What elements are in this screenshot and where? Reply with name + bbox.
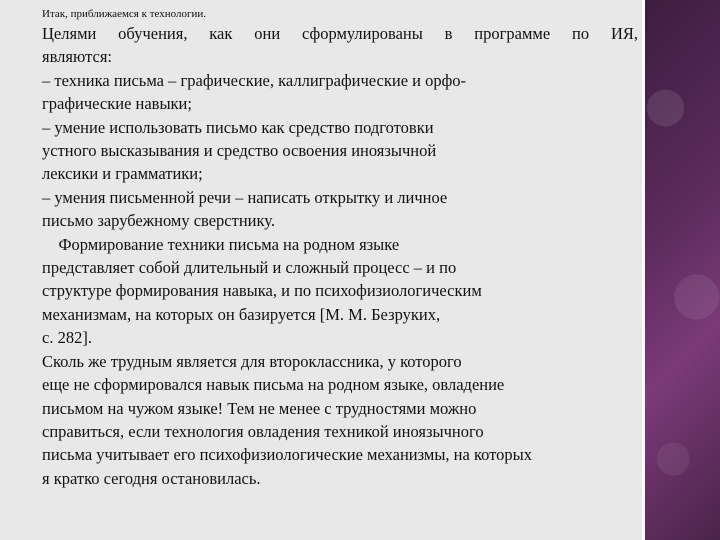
text-line: письмо зарубежному сверстнику. — [42, 211, 276, 231]
text-line: представляет собой длительный и сложный процесс – и по — [42, 258, 457, 278]
text-line: лексики и грамматики; — [42, 164, 203, 184]
text-line: структуре формирования навыка, и по психофизиологическим — [42, 281, 482, 301]
text-line: – техника письма – графические, каллиграфические и орфо- — [42, 70, 467, 90]
text-line: я кратко сегодня остановилась. — [42, 468, 261, 488]
text-line: Сколь же трудным является для второклассника, у которого — [42, 351, 462, 371]
text-line: Целями обучения, как они сформулированы в программе по ИЯ, — [42, 24, 638, 43]
text-line: Формирование техники письма на родном языке — [42, 234, 400, 254]
decorative-side-panel — [642, 0, 720, 540]
text-line: письмом на чужом языке! Тем не менее с трудностями можно — [42, 398, 477, 418]
intro-text: Итак, приближаемся к технологии. — [42, 8, 207, 20]
text-line: еще не сформировался навык письма на родном языке, овладение — [42, 375, 505, 395]
text-line: письма учитывает его психофизиологические механизмы, на которых — [42, 445, 533, 465]
text-line: справиться, если технология овладения техникой иноязычного — [42, 421, 484, 441]
text-line: являются: — [42, 47, 113, 67]
text-line: – умение использовать письмо как средство подготовки — [42, 117, 434, 137]
text-line: механизмам, на которых он базируется [М. М. Безруких, — [42, 304, 441, 324]
text-line: с. 282]. — [42, 328, 92, 348]
slide-text-body — [42, 6, 638, 490]
text-line: устного высказывания и средство освоения иноязычной — [42, 141, 437, 161]
text-line: – умения письменной речи – написать открытку и личное — [42, 187, 448, 207]
text-line: графические навыки; — [42, 94, 192, 114]
